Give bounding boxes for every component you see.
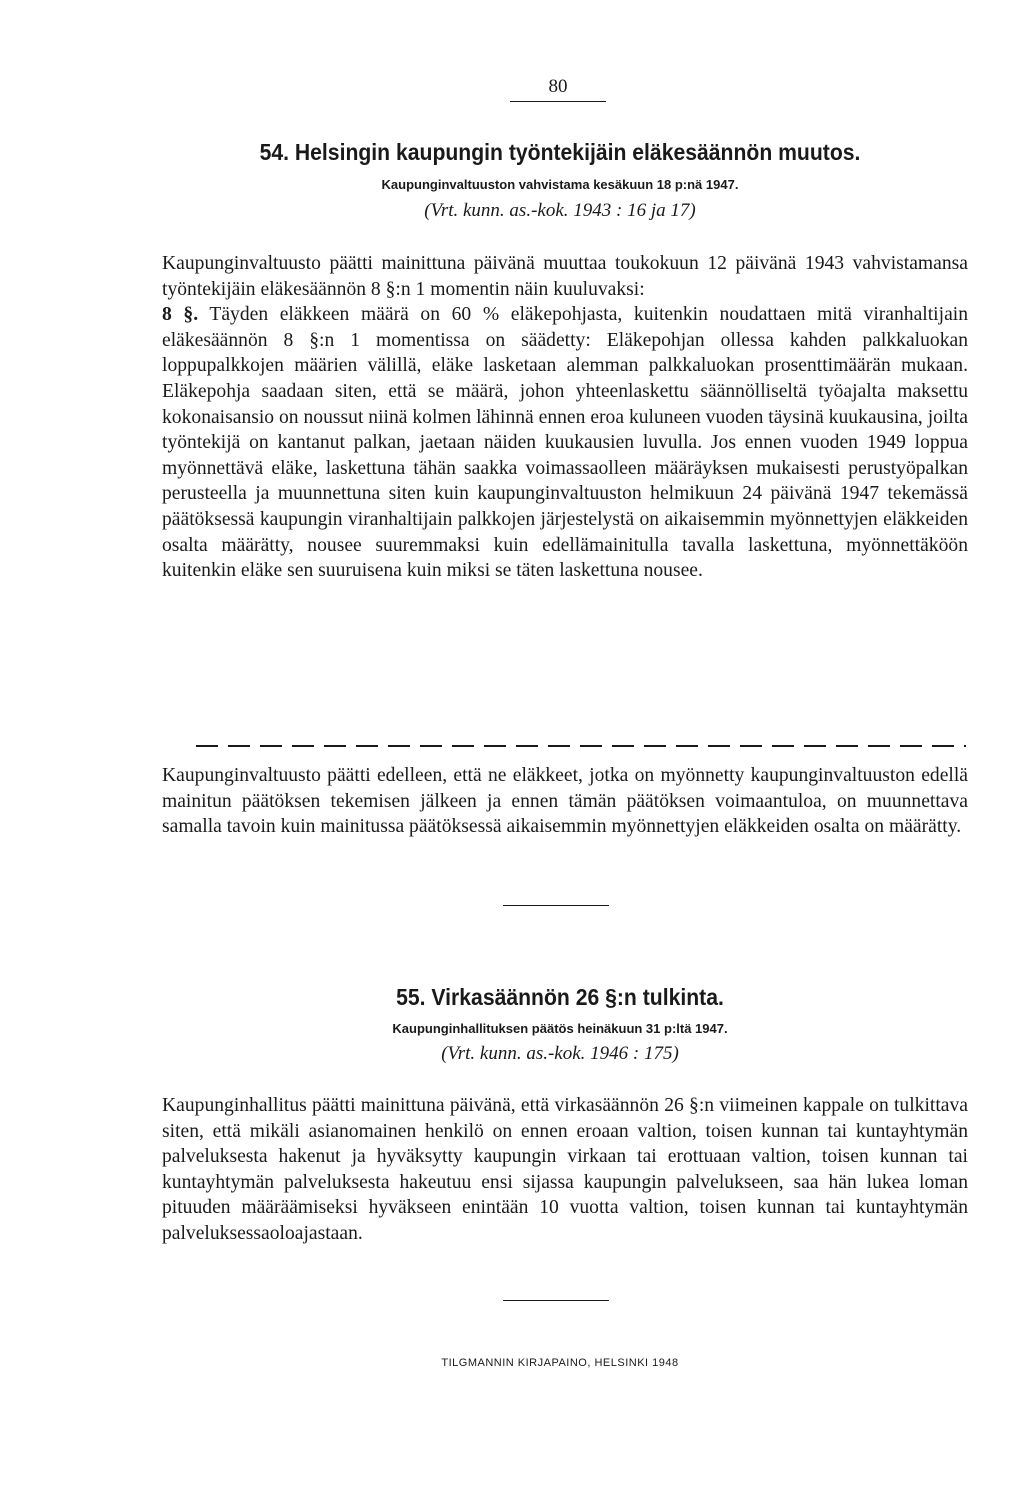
section-54-heading: 54. Helsingin kaupungin työntekijäin eläkesäännön muutos. <box>259 139 861 165</box>
section-55-body <box>162 1093 968 1247</box>
section-end-rule <box>503 1300 609 1301</box>
section-54-paragraph-sign: 8 §. <box>162 304 199 326</box>
section-54-intro: Kaupunginvaltuusto päätti mainittuna päivänä muuttaa toukokuun 12 päivänä 1943 vahvistamansa työntekijäin eläkesäännön 8 §:n 1 momentin näin kuuluvaksi: <box>162 253 968 300</box>
section-rule <box>503 905 609 906</box>
section-54-body <box>162 251 968 584</box>
section-55-reference: (Vrt. kunn. as.-kok. 1946 : 175) <box>441 1043 679 1064</box>
section-54-paragraph <box>162 302 968 584</box>
dash-separator <box>196 745 966 747</box>
section-54-decision-line: Kaupunginvaltuuston vahvistama kesäkuun 18 p:nä 1947. <box>381 177 739 192</box>
section-54-closing: Kaupunginvaltuusto päätti edelleen, että ne eläkkeet, jotka on myönnetty kaupunginvaltuuston edellä mainitun päätöksen tekemisen jälkeen ja ennen tämän päätöksen voimaantuloa, on muunnettava samalla tavoin kuin mainitussa päätöksessä aikaisemmin myönnettyjen eläkkeiden osalta on määrätty. <box>162 765 968 838</box>
section-54-closing-block <box>162 763 968 840</box>
section-55-text: Kaupunginhallitus päätti mainittuna päivänä, että virkasäännön 26 §:n viimeinen kappale on tulkittava siten, että mikäli asianomainen henkilö on ennen eroaan valtion, toisen kunnan tai kuntayhtymän palveluksesta hakenut ja hyväksytty kaupungin virkaan tai erottuaan valtion, toisen kunnan tai kuntayhtymän palveluksesta hakeutuu ensi sijassa kaupungin palvelukseen, saa hän lukea loman pituuden määräämiseksi hyväkseen enintään 10 vuotta valtion, toisen kunnan tai kuntayhtymän palveluksessaoloajastaan. <box>162 1095 968 1244</box>
printer-colophon: TILGMANNIN KIRJAPAINO, HELSINKI 1948 <box>441 1357 679 1369</box>
section-54-reference: (Vrt. kunn. as.-kok. 1943 : 16 ja 17) <box>424 200 696 221</box>
section-55-decision-line: Kaupunginhallituksen päätös heinäkuun 31 p:ltä 1947. <box>392 1021 728 1036</box>
page-number-rule <box>510 101 606 102</box>
section-54-paragraph-text: Täyden eläkkeen määrä on 60 % eläkepohjasta, kuitenkin noudattaen mitä viranhaltijain eläkesäännön 8 §:n 1 momentissa on säädetty: Eläkepohjan ollessa kahden palkkaluokan loppupalkkojen määrien välillä, eläke lasketaan alemman palkkaluokan prosenttimäärän mukaan. Eläkepohja saadaan siten, että se määrä, johon yhteenlaskettu säännölliseltä työajalta maksettu kokonaisansio on noussut niinä kolmen lähinnä ennen eroa kuluneen vuoden täysinä kuukausina, joilta työntekijä on kantanut palkan, jaetaan näiden kuukausien luvulla. Jos ennen vuoden 1949 loppua myönnettävä eläke, laskettuna tähän saakka voimassaolleen määräyksen mukaisesti perustyöpalkan perusteella ja muunnettuna siten kuin kaupunginvaltuuston helmikuun 24 päivänä 1947 tekemässä päätöksessä kaupungin viranhaltijain palkkojen järjestelystä on aikaisemmin myönnettyjen eläkkeiden osalta määrätty, nousee suuremmaksi kuin edellämainitulla tavalla laskettuna, myönnettäköön kuitenkin eläke sen suuruisena kuin miksi se täten laskettuna nousee. <box>162 304 969 582</box>
section-55-heading: 55. Virkasäännön 26 §:n tulkinta. <box>396 984 724 1010</box>
page-number: 80 <box>548 76 568 97</box>
